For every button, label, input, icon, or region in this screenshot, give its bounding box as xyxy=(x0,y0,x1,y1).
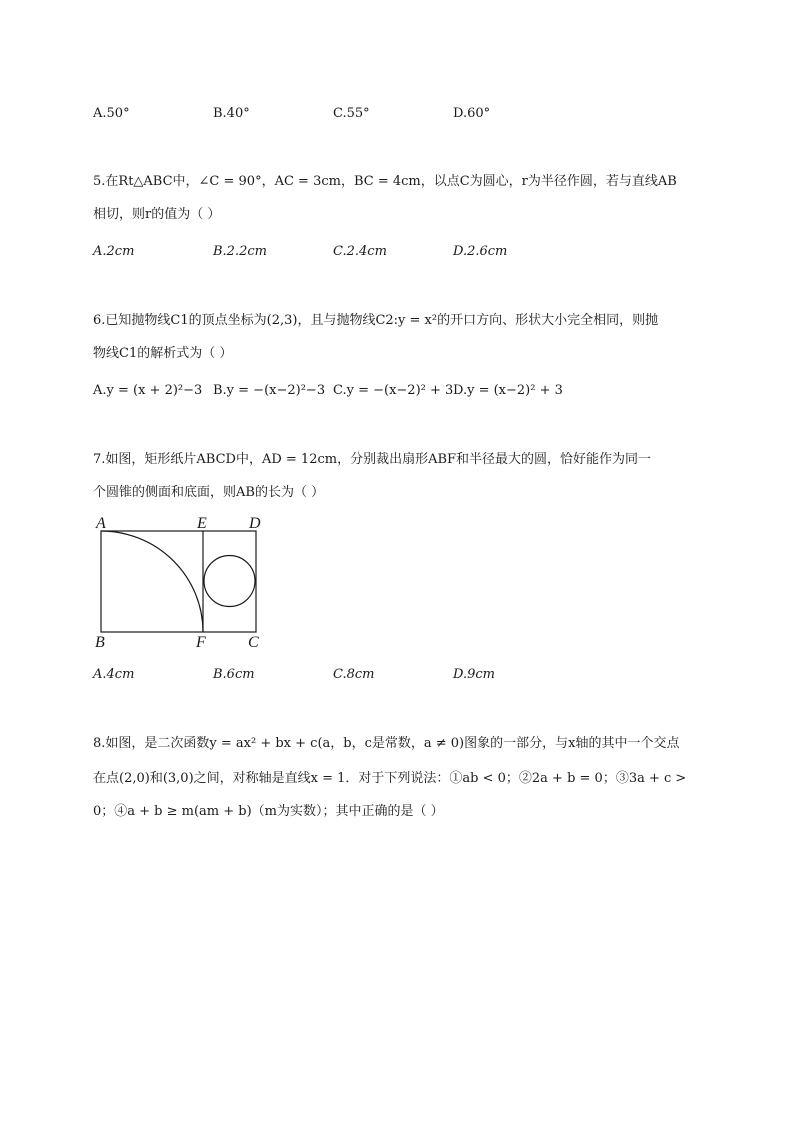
q7-option-a[interactable]: A.4cm xyxy=(93,667,135,682)
arc-bf xyxy=(101,531,203,632)
q8-stem-line-3: 0；④a + b ≥ m(am + b)（m为实数）；其中正确的是（ ） xyxy=(93,804,444,819)
q6-option-c[interactable]: C.y = −(x−2)² + 3 xyxy=(333,383,454,398)
label-b: B xyxy=(95,634,105,651)
q4-option-b[interactable]: B.40° xyxy=(213,106,250,121)
q6-stem-line-2: 物线C1的解析式为（ ） xyxy=(93,346,233,361)
q5-option-c[interactable]: C.2.4cm xyxy=(333,244,387,259)
q6-stem-line-1: 6.已知抛物线C1的顶点坐标为(2,3)，且与抛物线C2:y = x²的开口方向、形状大小完全相同，则抛 xyxy=(93,313,659,328)
q4-option-d[interactable]: D.60° xyxy=(453,106,491,121)
rectangle-sector-figure xyxy=(90,512,270,652)
q7-stem-line-2: 个圆锥的侧面和底面，则AB的长为（ ） xyxy=(93,485,325,500)
label-d: D xyxy=(249,515,261,532)
q4-option-c[interactable]: C.55° xyxy=(333,106,370,121)
q6-option-b[interactable]: B.y = −(x−2)²−3 xyxy=(213,383,326,398)
label-f: F xyxy=(196,634,206,651)
q5-stem-line-1: 5.在Rt△ABC中，∠C = 90°，AC = 3cm，BC = 4cm，以点C为圆心，r为半径作圆，若与直线AB xyxy=(93,174,677,189)
q5-stem-line-2: 相切，则r的值为（ ） xyxy=(93,207,221,222)
rectangle-abcd xyxy=(101,531,256,632)
label-a: A xyxy=(96,515,106,532)
q5-option-b[interactable]: B.2.2cm xyxy=(213,244,267,259)
q5-option-d[interactable]: D.2.6cm xyxy=(453,244,508,259)
q8-stem-line-2: 在点(2,0)和(3,0)之间，对称轴是直线x = 1．对于下列说法：①ab < 0；②2a + b = 0；③3a + c > xyxy=(93,771,687,786)
label-c: C xyxy=(248,634,259,651)
q7-option-c[interactable]: C.8cm xyxy=(333,667,375,682)
q6-option-d[interactable]: D.y = (x−2)² + 3 xyxy=(453,383,563,398)
q7-stem-line-1: 7.如图，矩形纸片ABCD中，AD = 12cm，分别裁出扇形ABF和半径最大的圆，恰好能作为同一 xyxy=(93,452,652,467)
q8-stem-line-1: 8.如图，是二次函数y = ax² + bx + c(a，b，c是常数，a ≠ 0)图象的一部分，与x轴的其中一个交点 xyxy=(93,736,680,751)
q7-option-b[interactable]: B.6cm xyxy=(213,667,255,682)
q4-option-a[interactable]: A.50° xyxy=(93,106,130,121)
inscribed-circle xyxy=(204,556,255,607)
q6-option-a[interactable]: A.y = (x + 2)²−3 xyxy=(93,383,203,398)
label-e: E xyxy=(197,515,207,532)
q5-option-a[interactable]: A.2cm xyxy=(93,244,135,259)
q7-option-d[interactable]: D.9cm xyxy=(453,667,495,682)
